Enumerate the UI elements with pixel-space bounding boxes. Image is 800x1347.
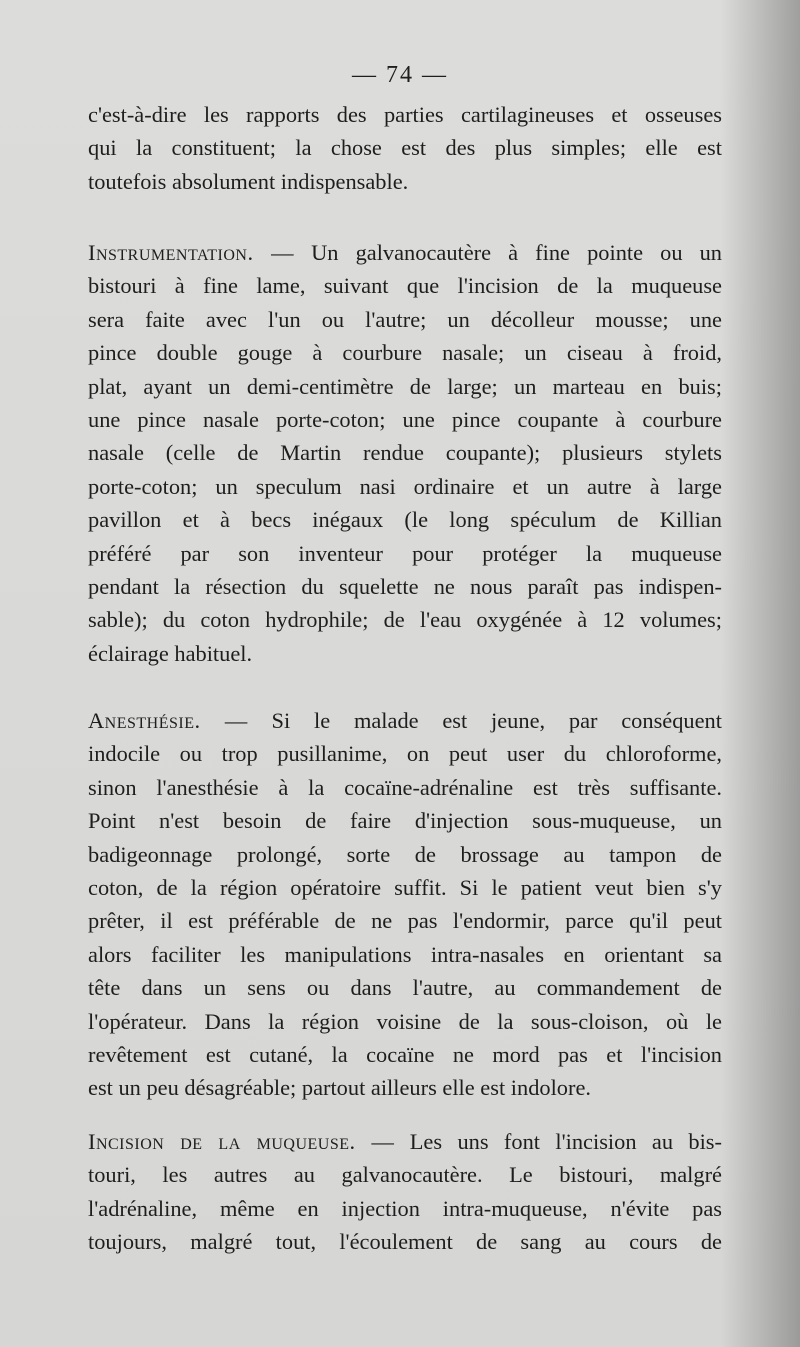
text-line: alors faciliter les manipulations intra-nasales en orientant sa	[88, 941, 722, 967]
section-heading-anesthesie: Anesthésie. —	[88, 708, 248, 733]
text-line: Point n'est besoin de faire d'injection sous-muqueuse, un	[88, 808, 722, 834]
text-line-fragment: Un galvanocautère à fine pointe ou un	[311, 240, 722, 265]
text-line: c'est-à-dire les rapports des parties cartilagineuses et osseuses	[88, 102, 722, 127]
page-number: — 74 —	[352, 62, 448, 88]
text-line: pendant la résection du squelette ne nous paraît pas indispen-	[88, 574, 722, 600]
text-line: sable); du coton hydrophile; de l'eau oxygénée à 12 volumes;	[88, 607, 722, 633]
text-line-fragment: Les uns font l'incision au bis-	[409, 1129, 722, 1154]
text-line	[88, 704, 722, 737]
text-line: toujours, malgré tout, l'écoulement de sang au cours de	[88, 1229, 722, 1255]
text-line: sera faite avec l'un ou l'autre; un décolleur mousse; une	[88, 306, 722, 332]
text-line: revêtement est cutané, la cocaïne ne mord pas et l'incision	[88, 1042, 722, 1068]
text-line-fragment: Si le malade est jeune, par conséquent	[271, 708, 722, 733]
text-line: sinon l'anesthésie à la cocaïne-adrénaline est très suffisante.	[88, 774, 722, 800]
text-line: plat, ayant un demi-centimètre de large; un marteau en buis;	[88, 373, 722, 399]
text-line	[88, 1125, 722, 1158]
text-line: une pince nasale porte-coton; une pince coupante à courbure	[88, 407, 722, 433]
text-line: toutefois absolument indispensable.	[88, 168, 409, 194]
text-line: porte-coton; un speculum nasi ordinaire et un autre à large	[88, 473, 722, 499]
text-line: nasale (celle de Martin rendue coupante); plusieurs stylets	[88, 440, 722, 466]
text-line: badigeonnage prolongé, sorte de brossage au tampon de	[88, 841, 722, 867]
text-line	[88, 236, 722, 269]
section-heading-instrumentation: Instrumentation. —	[88, 240, 295, 265]
text-line: l'adrénaline, même en injection intra-muqueuse, n'évite pas	[88, 1195, 722, 1221]
text-line: bistouri à fine lame, suivant que l'incision de la muqueuse	[88, 273, 722, 299]
paragraph-instrumentation	[88, 236, 722, 670]
text-line: pince double gouge à courbure nasale; un ciseau à froid,	[88, 340, 722, 366]
text-line: pavillon et à becs inégaux (le long spéculum de Killian	[88, 507, 722, 533]
paragraph-incision	[88, 1125, 722, 1259]
section-heading-incision: Incision de la muqueuse. —	[88, 1129, 395, 1154]
text-line: indocile ou trop pusillanime, on peut user du chloroforme,	[88, 741, 722, 767]
text-line: préféré par son inventeur pour protéger la muqueuse	[88, 540, 722, 566]
text-line: tête dans un sens ou dans l'autre, au commandement de	[88, 975, 722, 1001]
text-line: coton, de la région opératoire suffit. Si le patient veut bien s'y	[88, 875, 722, 901]
text-line: prêter, il est préférable de ne pas l'endormir, parce qu'il peut	[88, 908, 722, 934]
text-line: est un peu désagréable; partout ailleurs elle est indolore.	[88, 1075, 591, 1101]
paragraph-intro	[88, 98, 722, 198]
paragraph-anesthesie	[88, 704, 722, 1105]
text-line: touri, les autres au galvanocautère. Le bistouri, malgré	[88, 1162, 722, 1188]
text-line: éclairage habituel.	[88, 640, 253, 666]
text-line: l'opérateur. Dans la région voisine de la sous-cloison, où le	[88, 1008, 722, 1034]
text-line: qui la constituent; la chose est des plus simples; elle est	[88, 135, 722, 161]
